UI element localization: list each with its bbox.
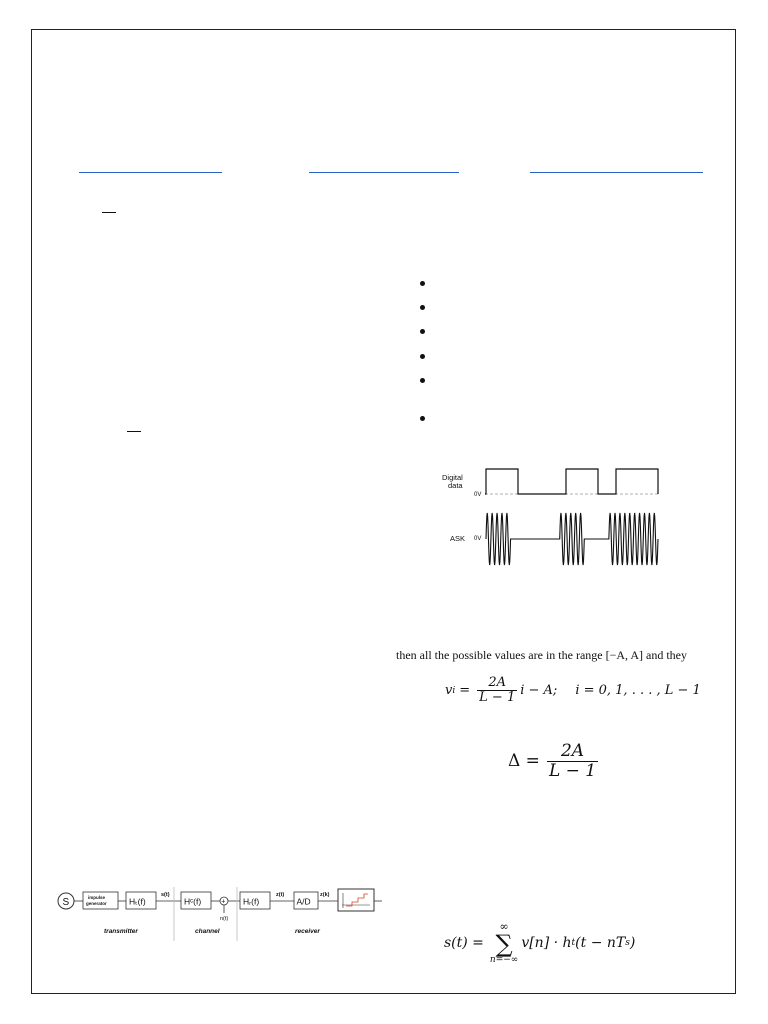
hc-label: Hᶜ(f) [184, 896, 202, 907]
system-block-diagram [52, 884, 384, 944]
sum-body-sub: t [571, 938, 576, 948]
list-bullet [420, 416, 425, 421]
zt-label: z(t) [276, 892, 285, 898]
ask-modulation-figure [440, 462, 670, 574]
label-data: data [448, 481, 463, 490]
header-link-3[interactable] [530, 172, 703, 173]
vi-fraction [477, 676, 517, 706]
vi-sub: i [452, 685, 456, 696]
list-bullet [420, 378, 425, 383]
label-0v-bottom: 0V [474, 536, 482, 542]
st-label: s(t) [161, 892, 170, 898]
label-ask: ASK [450, 534, 466, 543]
sum-lhs: s(t) = [444, 935, 484, 951]
delta-lhs: Δ = [508, 751, 540, 772]
plus-label: + [221, 898, 226, 906]
vi-eq: = [459, 683, 471, 699]
dash-mark-1 [102, 212, 116, 213]
delta-den: L − 1 [548, 760, 597, 781]
vi-num: 2A [488, 675, 507, 690]
list-bullet [420, 354, 425, 359]
zk-label: z(k) [320, 892, 330, 898]
sum-body-tail: (t − nT [575, 935, 626, 951]
label-0v-top: 0V [474, 492, 482, 498]
impulse-line2: generator [86, 901, 107, 906]
section-transmitter: transmitter [104, 928, 138, 935]
sum-body-tail-sub: s [625, 938, 630, 948]
delta-num: 2A [560, 741, 585, 761]
sum-body: v[n] · h [521, 935, 572, 951]
header-link-2[interactable] [309, 172, 459, 173]
vi-cond: i = 0, 1, . . . , L − 1 [575, 683, 701, 699]
digital-data-waveform [485, 469, 658, 494]
section-receiver: receiver [295, 928, 320, 935]
sum-sigma: ∑ [495, 930, 513, 958]
ad-label: A/D [296, 896, 311, 907]
sum-operator [490, 921, 518, 965]
nt-label: n(t) [220, 916, 229, 922]
ht-label: Hₜ(f) [129, 896, 146, 907]
range-sentence: then all the possible values are in the range [−A, A] and they [396, 648, 688, 662]
ask-waveform [486, 513, 658, 565]
formula-vi [445, 676, 701, 706]
vi-tail: i − A; [520, 683, 558, 699]
list-bullet [420, 329, 425, 334]
sum-top: ∞ [499, 920, 509, 933]
hr-label: Hᵣ(f) [243, 896, 260, 907]
source-label: S [62, 897, 70, 908]
list-bullet [420, 281, 425, 286]
formula-delta [508, 742, 601, 780]
header-link-1[interactable] [79, 172, 222, 173]
formula-sum [444, 921, 635, 965]
impulse-line1: impulse [88, 895, 106, 900]
section-channel: channel [195, 928, 220, 935]
sum-close: ) [629, 935, 636, 951]
label-digital: Digital [442, 473, 463, 482]
delta-fraction [547, 742, 598, 780]
vi-den: L − 1 [479, 690, 516, 706]
list-bullet [420, 305, 425, 310]
sum-bottom: n=−∞ [489, 955, 519, 965]
dash-mark-2 [127, 431, 141, 432]
vi-lhs: v [445, 683, 453, 699]
